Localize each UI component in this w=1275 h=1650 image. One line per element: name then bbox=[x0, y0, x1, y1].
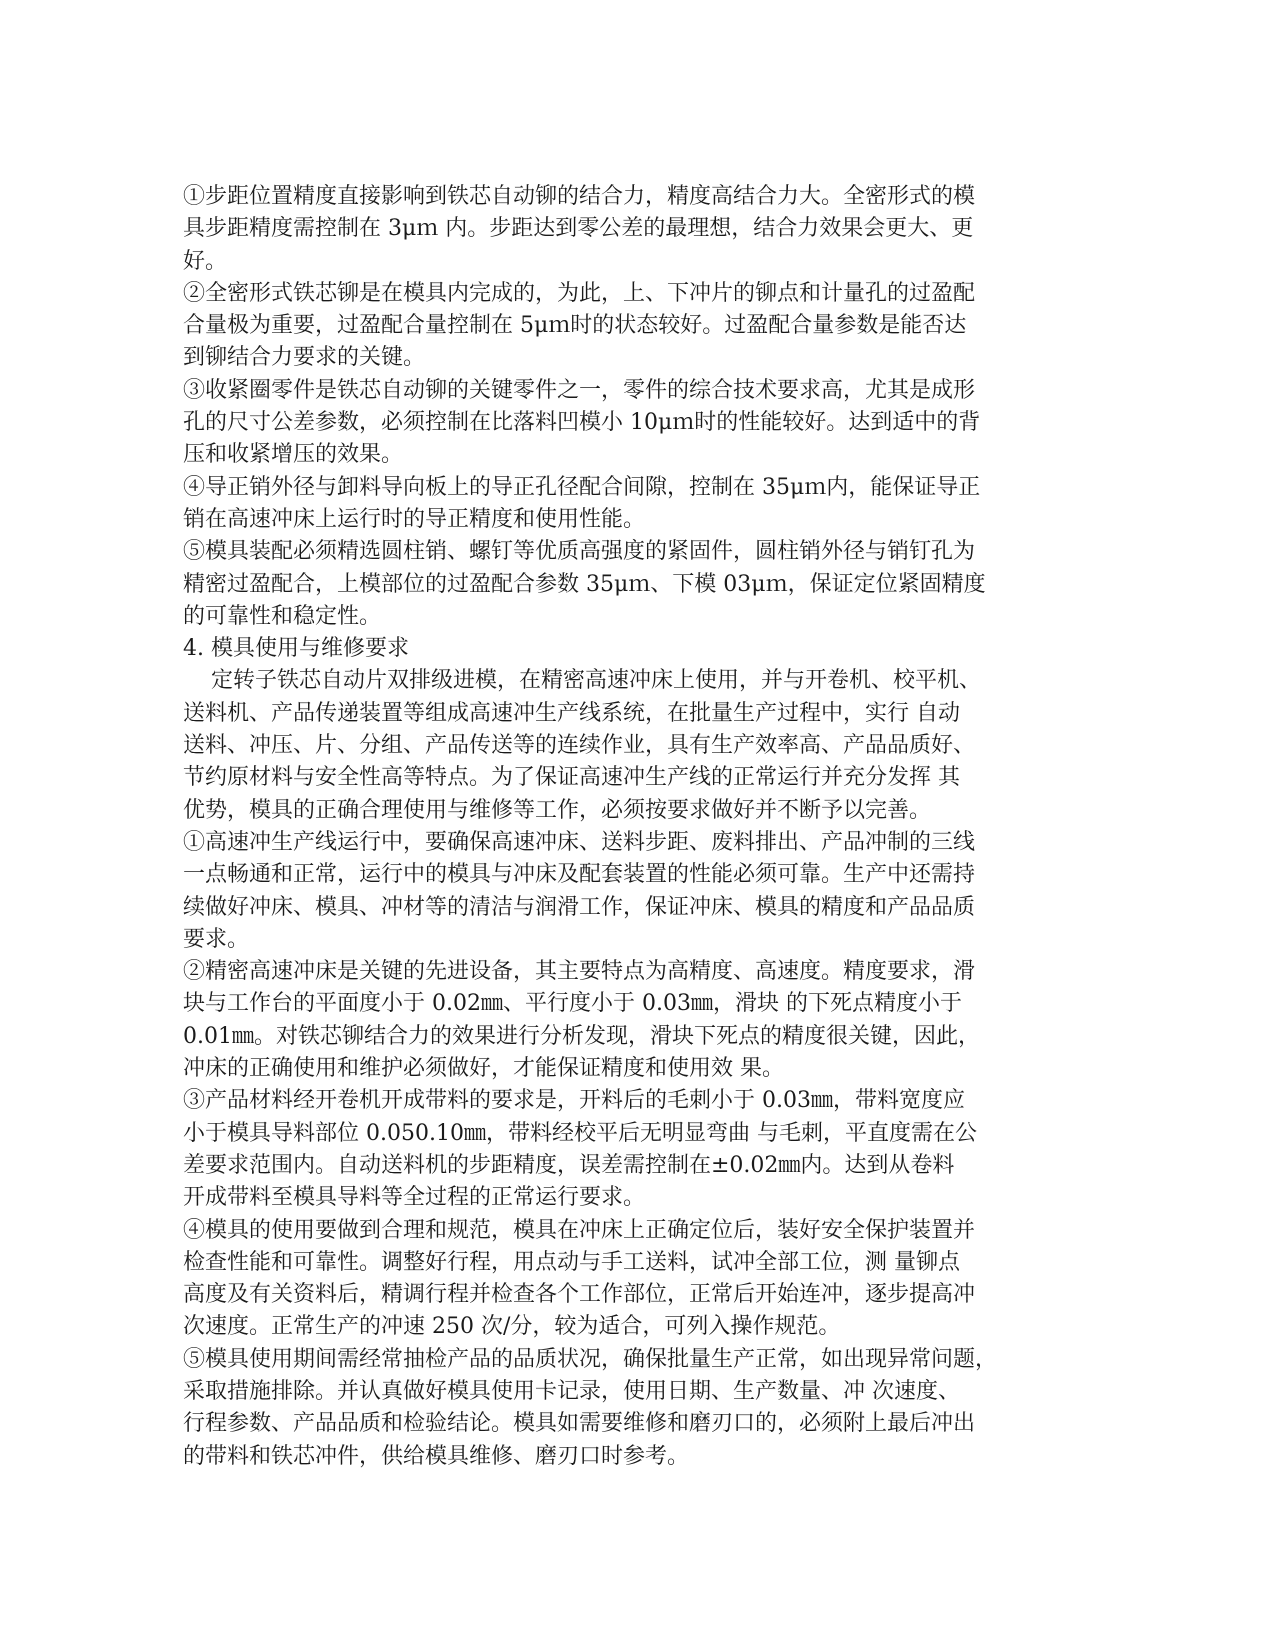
text-line: ④导正销外径与卸料导向板上的导正孔径配合间隙，控制在 35μｍ内，能保证导正 bbox=[183, 474, 981, 500]
text-line: ①步距位置精度直接影响到铁芯自动铆的结合力，精度高结合力大。全密形式的模 bbox=[183, 184, 976, 209]
text-line: ③收紧圈零件是铁芯自动铆的关键零件之一，零件的综合技术要求高，尤其是成形 bbox=[183, 377, 976, 403]
text-line: ⑤模具使用期间需经常抽检产品的品质状况，确保批量生产正常，如出现异常问题， bbox=[183, 1346, 998, 1372]
text-line: 销在高速冲床上运行时的导正精度和使用性能。 bbox=[183, 506, 646, 532]
text-line: 次速度。正常生产的冲速 250 次/分，较为适合，可列入操作规范。 bbox=[183, 1314, 841, 1340]
text-line: 4. 模具使用与维修要求 bbox=[183, 636, 409, 662]
text-line: 送料、冲压、片、分组、产品传送等的连续作业，具有生产效率高、产品品质好、 bbox=[183, 733, 976, 759]
text-line: 块与工作台的平面度小于 0.02㎜、平行度小于 0.03㎜，滑块 的下死点精度小于 bbox=[183, 991, 962, 1017]
text-line: ①高速冲生产线运行中，要确保高速冲床、送料步距、废料排出、产品冲制的三线 bbox=[183, 829, 976, 855]
text-line: 到铆结合力要求的关键。 bbox=[183, 345, 426, 371]
text-line: ⑤模具装配必须精选圆柱销、螺钉等优质高强度的紧固件，圆柱销外径与销钉孔为 bbox=[183, 539, 976, 565]
text-line: 好。 bbox=[183, 248, 228, 274]
text-line: 要求。 bbox=[183, 926, 250, 952]
text-line: ④模具的使用要做到合理和规范，模具在冲床上正确定位后，装好安全保护装置并 bbox=[183, 1217, 976, 1243]
text-line: 小于模具导料部位 0.050.10㎜，带料经校平后无明显弯曲 与毛刺，平直度需在公 bbox=[183, 1120, 977, 1146]
text-line: 开成带料至模具导料等全过程的正常运行要求。 bbox=[183, 1185, 646, 1211]
text-line: ②精密高速冲床是关键的先进设备，其主要特点为高精度、高速度。精度要求，滑 bbox=[183, 959, 976, 985]
text-line: 行程参数、产品品质和检验结论。模具如需要维修和磨刃口的，必须附上最后冲出 bbox=[183, 1411, 976, 1437]
text-line: 具步距精度需控制在 3μｍ 内。步距达到零公差的最理想，结合力效果会更大、更 bbox=[183, 216, 974, 242]
text-line: 压和收紧增压的效果。 bbox=[183, 442, 404, 468]
text-line: 采取措施排除。并认真做好模具使用卡记录，使用日期、生产数量、冲 次速度、 bbox=[183, 1378, 960, 1404]
text-line: 冲床的正确使用和维护必须做好，才能保证精度和使用效 果。 bbox=[183, 1056, 784, 1082]
text-line: 的可靠性和稳定性。 bbox=[183, 603, 382, 629]
text-line: 检查性能和可靠性。调整好行程，用点动与手工送料，试冲全部工位，测 量铆点 bbox=[183, 1249, 960, 1275]
text-line: 续做好冲床、模具、冲材等的清洁与润滑工作，保证冲床、模具的精度和产品品质 bbox=[183, 894, 976, 920]
document-body bbox=[183, 181, 1103, 1473]
text-line: 定转子铁芯自动片双排级进模，在精密高速冲床上使用，并与开卷机、校平机、 bbox=[183, 668, 981, 694]
text-line: 节约原材料与安全性高等特点。为了保证高速冲生产线的正常运行并充分发挥 其 bbox=[183, 765, 960, 791]
text-line: 合量极为重要，过盈配合量控制在 5μｍ时的状态较好。过盈配合量参数是能否达 bbox=[183, 313, 967, 339]
text-line: 的带料和铁芯冲件，供给模具维修、磨刃口时参考。 bbox=[183, 1443, 690, 1469]
text-line: 送料机、产品传递装置等组成高速冲生产线系统，在批量生产过程中，实行 自动 bbox=[183, 700, 960, 726]
text-line: ②全密形式铁芯铆是在模具内完成的，为此，上、下冲片的铆点和计量孔的过盈配 bbox=[183, 280, 976, 306]
text-line: 孔的尺寸公差参数，必须控制在比落料凹模小 10μｍ时的性能较好。达到适中的背 bbox=[183, 410, 981, 436]
text-line: ③产品材料经开卷机开成带料的要求是，开料后的毛刺小于 0.03㎜，带料宽度应 bbox=[183, 1088, 965, 1114]
text-line: 优势，模具的正确合理使用与维修等工作，必须按要求做好并不断予以完善。 bbox=[183, 797, 932, 823]
text-line: 差要求范围内。自动送料机的步距精度，误差需控制在±0.02㎜内。达到从卷料 bbox=[183, 1152, 955, 1178]
text-line: 精密过盈配合，上模部位的过盈配合参数 35μｍ、下模 03μｍ，保证定位紧固精度 bbox=[183, 571, 986, 597]
text-line: 一点畅通和正常，运行中的模具与冲床及配套装置的性能必须可靠。生产中还需持 bbox=[183, 862, 976, 888]
text-line: 0.01㎜。对铁芯铆结合力的效果进行分析发现，滑块下死点的精度很关键，因此， bbox=[183, 1023, 980, 1049]
text-line: 高度及有关资料后，精调行程并检查各个工作部位，正常后开始连冲，逐步提高冲 bbox=[183, 1282, 976, 1308]
